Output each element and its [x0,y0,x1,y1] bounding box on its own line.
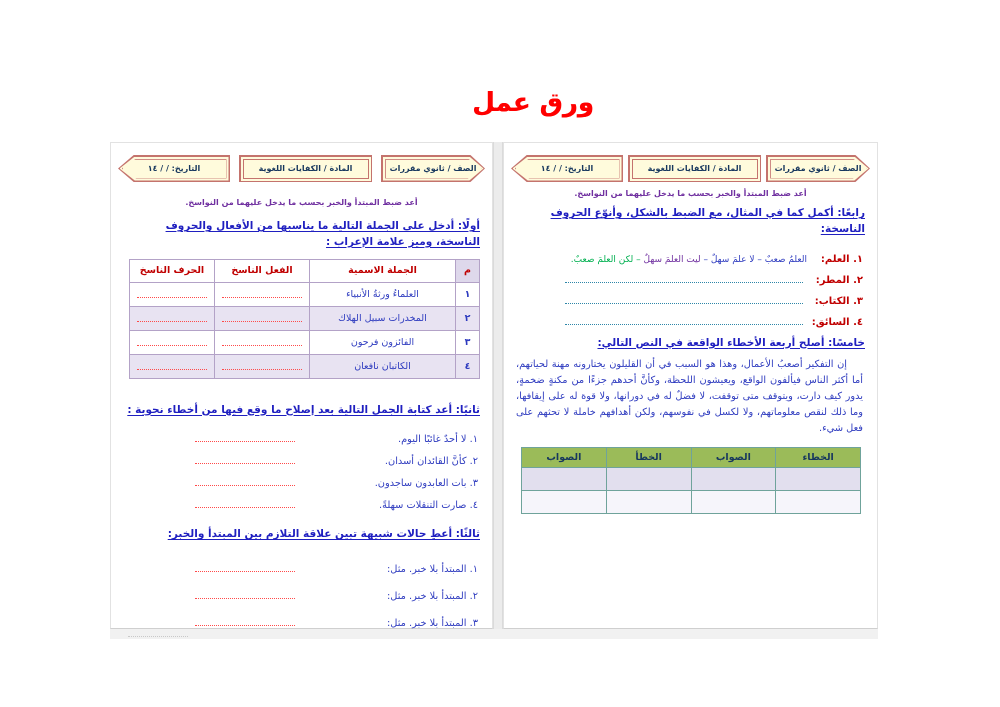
answer-blank[interactable] [222,335,301,346]
subject-banner-label: المادة / الكفايات اللغوية [647,164,742,173]
header-banner-row [504,143,877,182]
grade-banner-label: الصف / ثانوي مقررات [774,164,862,173]
header-banner-row [111,143,492,182]
answer-cell[interactable] [606,467,691,490]
answer-cell[interactable] [130,306,215,330]
row-number: ٢ [456,306,480,330]
answer-blank[interactable] [222,359,301,370]
column-header: الحرف الناسخ [130,259,215,282]
grade-banner-label: الصف / ثانوي مقررات [389,164,477,173]
answer-blank[interactable] [137,287,208,298]
list-item [121,489,478,511]
instruction-note: أعد ضبط المبتدأ والخبر بحسب ما يدخل عليهما من النواسخ. [574,189,807,198]
answer-cell[interactable] [130,354,215,378]
sentence-cell: الكاتبان نافعان [310,354,456,378]
column-header: م [456,259,480,282]
table-row [522,467,861,490]
table-header-row [522,447,861,467]
answer-cell[interactable] [606,490,691,513]
item-text: ٢. المبتدأ بلا خبر. مثل: [386,591,478,602]
list-item [121,602,478,629]
sentence-cell: العلماءُ ورثةُ الأنبياء [310,282,456,306]
answer-blank[interactable] [195,588,295,599]
section3-heading: ثالثًا: أعطِ حالات شبيهة تبين علاقة التلازم بين المبتدأ والخبر: [167,528,480,541]
table-row [130,306,480,330]
item-text: ١. لا أحدٌ غائبًا اليوم. [397,434,478,446]
list-item [121,423,478,445]
answer-blank[interactable] [195,615,295,626]
subject-banner-label: المادة / الكفايات اللغوية [258,164,353,173]
answer-blank[interactable] [222,287,301,298]
list-item [514,307,863,328]
answer-blank[interactable] [195,475,295,486]
subject-banner [628,155,761,182]
table-row [522,490,861,513]
column-header: الجملة الاسمية [310,259,456,282]
row-number: ١ [456,282,480,306]
worksheet-page-2 [110,142,493,629]
section4-items [514,244,863,328]
grade-banner [766,155,870,182]
answer-blank[interactable] [222,311,301,322]
answer-blank[interactable] [195,453,295,464]
footer-marks [128,632,188,637]
section4-heading: رابعًا: أكمل كما في المثال، مع الضبط بالشكل، وأنوّع الحروف الناسخة: [550,207,865,235]
answer-cell[interactable] [776,490,861,513]
answer-cell[interactable] [130,282,215,306]
item-text: ٣. المبتدأ بلا خبر. مثل: [386,618,478,629]
date-banner-label: التاريخ: / / ١٤ [147,164,201,173]
subject-banner [239,155,372,182]
section5-heading: خامسًا: أصلح أربعة الأخطاء الواقعة في النص التالي: [597,336,865,349]
answer-blank[interactable] [565,272,803,283]
table-row [130,282,480,306]
answer-cell[interactable] [215,354,310,378]
list-item [514,265,863,286]
answer-cell[interactable] [215,306,310,330]
answer-blank[interactable] [137,311,208,322]
sentence-cell: المخدرات سبيل الهلاك [310,306,456,330]
date-banner-label: التاريخ: / / ١٤ [540,164,594,173]
row-number: ٣ [456,330,480,354]
answer-cell[interactable] [215,282,310,306]
answer-blank[interactable] [195,431,295,442]
section2-heading: ثانيًا: أعد كتابة الجمل التالية بعد إصلاح ما وقع فيها من أخطاء نحوية : [127,403,480,416]
item-text: ١. المبتدأ بلا خبر. مثل: [386,564,478,575]
answer-blank[interactable] [195,561,295,572]
answer-cell[interactable] [691,490,776,513]
list-item [514,244,863,265]
table-row [130,330,480,354]
answer-blank[interactable] [137,335,208,346]
section3-items [121,548,478,629]
answer-cell[interactable] [130,330,215,354]
list-item [121,445,478,467]
document-area [110,142,878,629]
answer-cell[interactable] [522,490,607,513]
list-item [121,548,478,575]
page-bottom-shadow [110,629,878,639]
item-text: ٤. صارت التنقلات سهلةً. [379,500,478,512]
column-header: الصواب [522,447,607,467]
section1-heading: أولًا: أدخل على الجملة التالية ما يناسبها من الأفعال والحروف الناسخة، وميز علامة الإعراب : [165,220,480,248]
column-header: الفعل الناسخ [215,259,310,282]
list-item [121,467,478,489]
answer-blank[interactable] [565,293,803,304]
answer-cell[interactable] [776,467,861,490]
column-header: الخطاء [776,447,861,467]
item-label: ٢. المطر: [815,274,863,286]
page-gap-divider [493,142,503,629]
answer-blank[interactable] [137,359,208,370]
errors-correction-table [521,447,861,514]
sentence-cell: الفائزون فرحون [310,330,456,354]
answer-cell[interactable] [215,330,310,354]
page-title: ورق عمل [472,88,594,118]
example-answer: العلمُ صعبٌ – لا علمَ سهلٌ – ليت العلمَ سهلٌ – لكن العلمَ صعبٌ. [570,254,807,265]
answer-blank[interactable] [565,314,803,325]
item-text: ٢. كأنَّ القائدان أسدان. [384,456,478,468]
answer-cell[interactable] [691,467,776,490]
nominal-sentence-table [129,259,480,379]
column-header: الخطأ [606,447,691,467]
date-banner [118,155,230,182]
answer-cell[interactable] [522,467,607,490]
answer-blank[interactable] [195,497,295,508]
worksheet-page-1 [503,142,878,629]
date-banner [511,155,623,182]
section2-items [121,423,478,511]
grade-banner [381,155,485,182]
item-label: ٣. الكتاب: [814,295,863,307]
instruction-note: أعد ضبط المبتدأ والخبر بحسب ما يدخل عليهما من النواسخ. [185,198,418,207]
item-text: ٣. بات العابدون ساجدون. [374,478,478,490]
item-label: ٤. السائق: [811,316,863,328]
list-item [121,575,478,602]
list-item [514,286,863,307]
exercise-paragraph: إن التفكير أصعبُ الأعمال، وهذا هو السبب في أن القليلون يختارونه مهنة لحياتهم، أما أكثر الناس فيألفون الواقع، ويعيشون اللحظة، وكأنَّ أحدهم جزءًا من مكنةٍ ضخمةٍ، يدور كيف دارت، ويتوقف متى توقفت، لا فضلٌ له في دورانها، ولا قوة له على إيقافها، وما ذلك لنقص معلوماتهم، ولا لكسل في نفوسهم، ولكن أهدافهم خاملة لا تحثهم على فعل شيء. [516,359,863,434]
table-row [130,354,480,378]
column-header: الصواب [691,447,776,467]
item-label: ١. العلم: [820,253,863,265]
row-number: ٤ [456,354,480,378]
table-header-row [130,259,480,282]
